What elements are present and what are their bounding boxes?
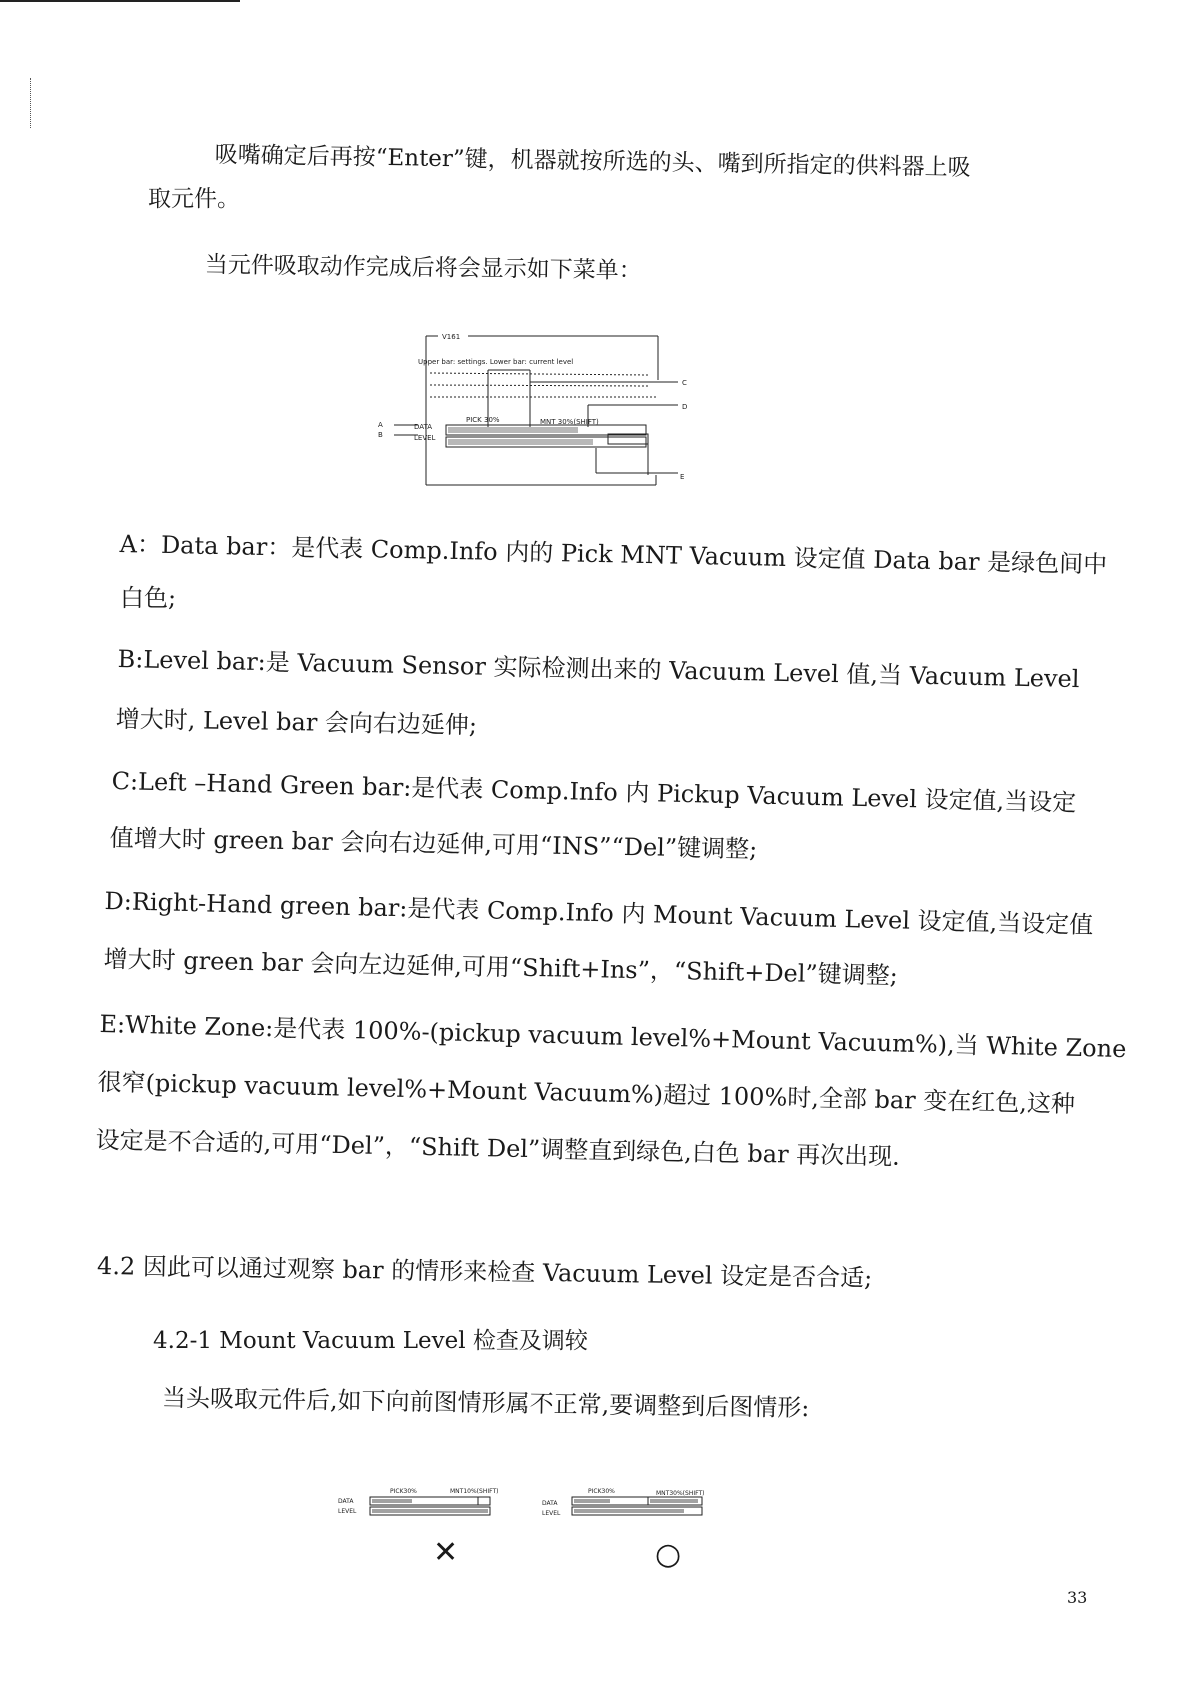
diagram-mount-label: MNT 30%(SHIFT) [540,418,599,426]
item-e-line-3: 设定是不合适的,可用“Del”，“Shift Del”调整直到绿色,白色 bar 再次出现. [95,1125,901,1171]
bar-comparison-figures [338,1483,758,1563]
correct-mark-icon: ○ [655,1537,682,1572]
item-b-line-1: B:Level bar:是 Vacuum Sensor 实际检测出来的 Vacuum Level 值,当 Vacuum Level [117,644,1080,694]
item-d-line-2: 增大时 green bar 会向左边延伸,可用“Shift+Ins”，“Shift+Del”键调整; [103,944,899,990]
diagram-marker-d: D [682,403,688,411]
scan-edge-mark [30,78,31,128]
paragraph-1-line-1: 吸嘴确定后再按“Enter”键，机器就按所选的头、嘴到所指定的供料器上吸 [214,141,971,182]
diagram-caption: Upper bar: settings. Lower bar: current level [418,358,574,366]
vacuum-menu-diagram [378,333,738,530]
diagram-marker-b: B [378,431,383,439]
right-mount-label: MNT30%(SHIFT) [656,1490,705,1497]
item-a-line-2: 白色; [120,584,177,612]
diagram-data-label: DATA [414,423,433,431]
left-pick-label: PICK30% [390,1488,417,1495]
incorrect-mark-icon: ✕ [433,1535,459,1570]
right-data-label: DATA [542,1500,558,1507]
diagram-marker-e: E [680,473,685,481]
right-pick-label: PICK30% [588,1488,615,1495]
diagram-marker-a: A [378,421,383,429]
item-c-line-1: C:Left –Hand Green bar:是代表 Comp.Info 内 Pickup Vacuum Level 设定值,当设定 [111,766,1077,817]
left-data-label: DATA [338,1498,354,1505]
item-a-line-1: A：Data bar：是代表 Comp.Info 内的 Pick MNT Vacuum 设定值 Data bar 是绿色间中 [119,529,1108,579]
section-4-2-1-heading: 4.2-1 Mount Vacuum Level 检查及调较 [153,1328,588,1354]
left-level-label: LEVEL [338,1508,357,1515]
diagram-level-label: LEVEL [414,434,436,442]
page-number: 33 [1067,1588,1088,1607]
diagram-marker-c: C [682,379,687,387]
section-4-2: 4.2 因此可以通过观察 bar 的情形来检查 Vacuum Level 设定是否合适; [96,1251,873,1293]
right-level-label: LEVEL [542,1510,561,1517]
item-e-line-1: E:White Zone:是代表 100%-(pickup vacuum level%+Mount Vacuum%),当 White Zone [99,1009,1127,1064]
item-e-line-2: 很窄(pickup vacuum level%+Mount Vacuum%)超过 100%时,全部 bar 变在红色,这种 [97,1067,1076,1119]
paragraph-2: 当元件吸取动作完成后将会显示如下菜单： [204,251,642,285]
item-c-line-2: 值增大时 green bar 会向右边延伸,可用“INS”“Del”键调整; [109,823,758,864]
paragraph-3: 当头吸取元件后,如下向前图情形属不正常,要调整到后图情形: [161,1383,810,1423]
top-rule [0,0,240,2]
left-mount-label: MNT10%(SHIFT) [450,1488,499,1495]
diagram-title: V161 [442,333,461,341]
item-b-line-2: 增大时, Level bar 会向右边延伸; [115,704,478,740]
item-d-line-1: D:Right-Hand green bar:是代表 Comp.Info 内 Mount Vacuum Level 设定值,当设定值 [104,886,1094,940]
diagram-pick-label: PICK 30% [466,416,500,424]
paragraph-1-line-2: 取元件。 [148,186,240,212]
